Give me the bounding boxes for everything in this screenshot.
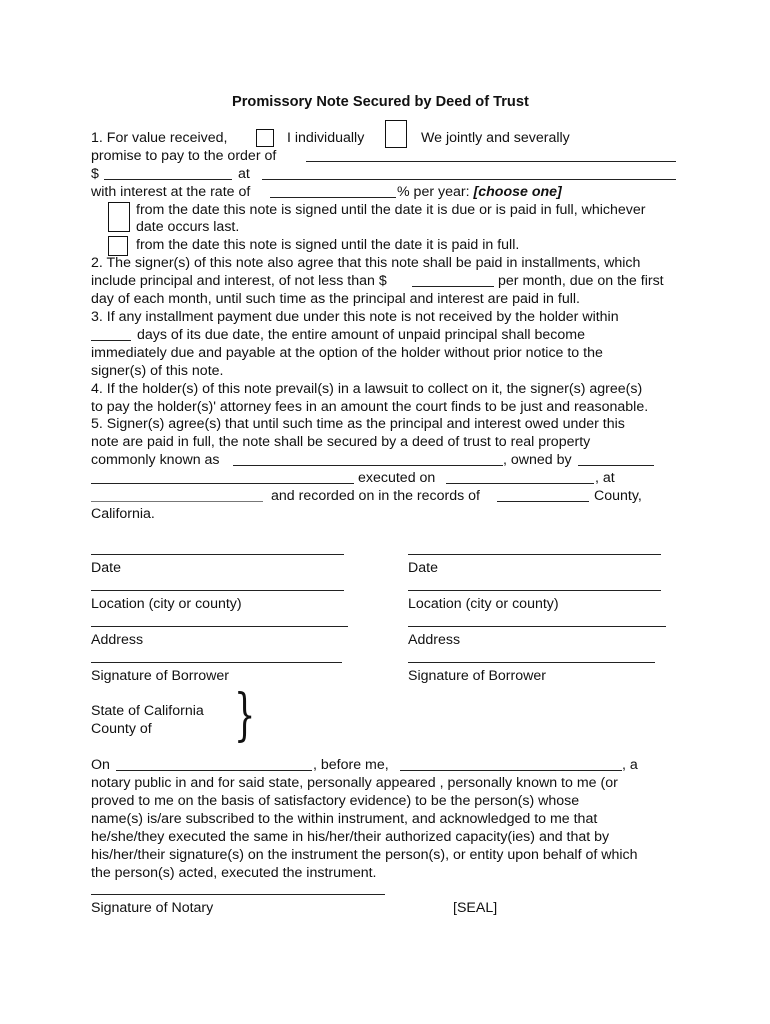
borrower1-date-label: Date xyxy=(91,560,121,576)
notary-line7: the person(s) acted, executed the instrument. xyxy=(91,865,377,881)
notary-line6: his/her/their signature(s) on the instrument the person(s), or entity upon behalf of which xyxy=(91,847,638,863)
per-year-text: % per year: [choose one] xyxy=(397,184,562,200)
dollar-sign: $ xyxy=(91,166,99,182)
notary-name-field[interactable] xyxy=(400,770,622,771)
para3-line1: 3. If any installment payment due under this note is not received by the holder within xyxy=(91,309,619,325)
property-address-field[interactable] xyxy=(233,465,503,466)
principal-amount-field[interactable] xyxy=(104,179,232,180)
checkbox-individually[interactable] xyxy=(256,129,274,147)
option-a-line2: date occurs last. xyxy=(136,219,240,235)
owner-field-2[interactable] xyxy=(91,483,354,484)
borrower1-address-line[interactable] xyxy=(91,626,348,627)
para2-line2b: per month, due on the first xyxy=(498,273,664,289)
payment-location-field[interactable] xyxy=(262,179,676,180)
para3-line4: signer(s) of this note. xyxy=(91,363,224,379)
checkbox-option-a[interactable] xyxy=(108,202,130,232)
notary-brace: } xyxy=(234,683,256,748)
notary-county: County of xyxy=(91,721,152,737)
para3-line3: immediately due and payable at the option of the holder without prior notice to the xyxy=(91,345,603,361)
borrower1-date-line[interactable] xyxy=(91,554,344,555)
para1-lead: 1. For value received, xyxy=(91,130,228,146)
execution-location-field[interactable] xyxy=(91,501,263,502)
notary-line5: he/she/they executed the same in his/her/their authorized capacity(ies) and that by xyxy=(91,829,610,845)
interest-text: with interest at the rate of xyxy=(91,184,251,200)
notary-line3: proved to me on the basis of satisfactory evidence) to be the person(s) whose xyxy=(91,793,580,809)
para5-line4b: , at xyxy=(595,470,615,486)
notary-on: On xyxy=(91,757,110,773)
borrower1-address-label: Address xyxy=(91,632,144,648)
para5-line5b: County, xyxy=(594,488,642,504)
borrower1-signature-label: Signature of Borrower xyxy=(91,668,230,684)
option-individually-label: I individually xyxy=(287,130,365,146)
para5-line3b: , owned by xyxy=(503,452,572,468)
borrower2-signature-label: Signature of Borrower xyxy=(408,668,547,684)
para4-line1: 4. If the holder(s) of this note prevail(s) in a lawsuit to collect on it, the signer(s) agree(s) xyxy=(91,381,643,397)
notary-line4: name(s) is/are subscribed to the within instrument, and acknowledged to me that xyxy=(91,811,598,827)
promise-text: promise to pay to the order of xyxy=(91,148,277,164)
option-jointly-label: We jointly and severally xyxy=(421,130,570,146)
para4-line2: to pay the holder(s)' attorney fees in an amount the court finds to be just and reasonable. xyxy=(91,399,649,415)
para2-line3: day of each month, until such time as the principal and interest are paid in full. xyxy=(91,291,580,307)
notary-line2: notary public in and for said state, personally appeared , personally known to me (or xyxy=(91,775,618,791)
notary-signature-label: Signature of Notary xyxy=(91,900,214,916)
borrower2-location-line[interactable] xyxy=(408,590,661,591)
para3-line2: days of its due date, the entire amount of unpaid principal shall become xyxy=(137,327,585,343)
notary-date-field[interactable] xyxy=(116,770,312,771)
notary-a: , a xyxy=(622,757,638,773)
borrower2-date-label: Date xyxy=(408,560,438,576)
notary-seal-label: [SEAL] xyxy=(453,900,498,916)
para5-line5a: and recorded on in the records of xyxy=(271,488,481,504)
at-text: at xyxy=(238,166,250,182)
option-a-line1: from the date this note is signed until the date it is due or is paid in full, whichever xyxy=(136,202,646,218)
payee-field[interactable] xyxy=(306,161,676,162)
grace-days-field[interactable] xyxy=(91,340,131,341)
borrower2-address-line[interactable] xyxy=(408,626,666,627)
recording-county-field[interactable] xyxy=(497,501,589,502)
borrower1-location-line[interactable] xyxy=(91,590,344,591)
document-title: Promissory Note Secured by Deed of Trust xyxy=(232,94,529,110)
checkbox-option-b[interactable] xyxy=(108,236,128,256)
borrower1-signature-line[interactable] xyxy=(91,662,342,663)
executed-date-field[interactable] xyxy=(446,483,594,484)
option-b-text: from the date this note is signed until the date it is paid in full. xyxy=(136,237,520,253)
checkbox-jointly[interactable] xyxy=(385,120,407,148)
para5-line4a: executed on xyxy=(358,470,436,486)
owner-field-1[interactable] xyxy=(578,465,654,466)
para2-line1: 2. The signer(s) of this note also agree that this note shall be paid in installments, which xyxy=(91,255,641,271)
notary-signature-line[interactable] xyxy=(91,894,385,895)
notary-state: State of California xyxy=(91,703,204,719)
installment-amount-field[interactable] xyxy=(412,286,494,287)
para5-line6: California. xyxy=(91,506,155,522)
borrower2-signature-line[interactable] xyxy=(408,662,655,663)
interest-rate-field[interactable] xyxy=(270,197,396,198)
borrower2-date-line[interactable] xyxy=(408,554,661,555)
para5-line2: note are paid in full, the note shall be secured by a deed of trust to real property xyxy=(91,434,591,450)
para5-line3a: commonly known as xyxy=(91,452,220,468)
borrower2-address-label: Address xyxy=(408,632,461,648)
para5-line1: 5. Signer(s) agree(s) that until such time as the principal and interest owed under this xyxy=(91,416,625,432)
para2-line2a: include principal and interest, of not less than $ xyxy=(91,273,387,289)
borrower1-location-label: Location (city or county) xyxy=(91,596,242,612)
borrower2-location-label: Location (city or county) xyxy=(408,596,559,612)
notary-before-me: , before me, xyxy=(313,757,389,773)
